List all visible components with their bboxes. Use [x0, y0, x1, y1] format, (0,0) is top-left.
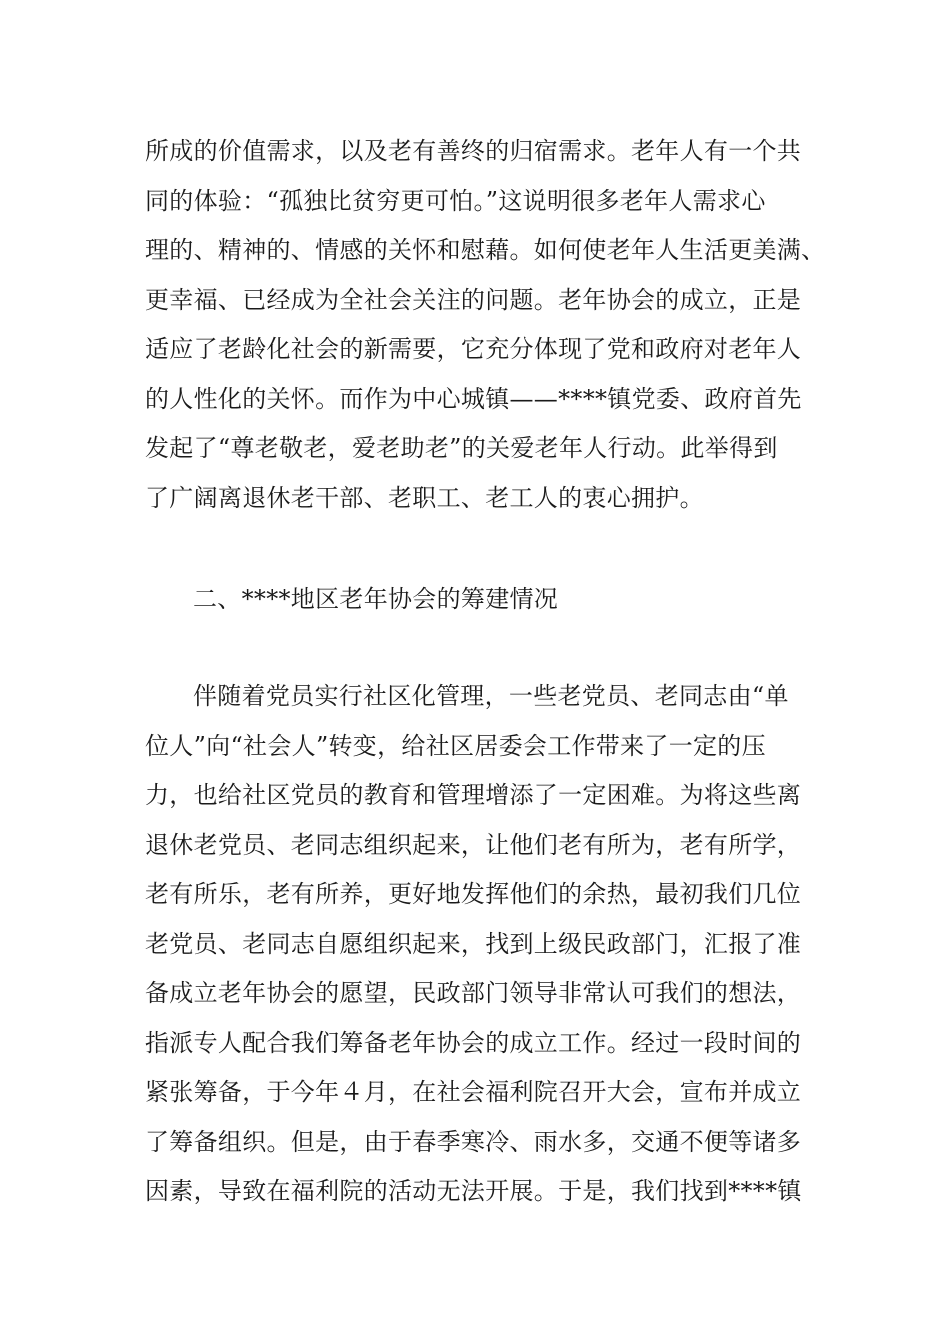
paragraph-line: 发起了“尊老敬老，爱老助老”的关爱老年人行动。此举得到 [145, 434, 778, 462]
paragraph-line: 的人性化的关怀。而作为中心城镇——****镇党委、政府首先 [145, 384, 802, 413]
section-heading-text: 二、****地区老年协会的筹建情况 [193, 585, 559, 613]
paragraph-line: 力，也给社区党员的教育和管理增添了一定困难。为将这些离 [145, 781, 802, 809]
paragraph-line: 伴随着党员实行社区化管理，一些老党员、老同志由“单 [193, 682, 789, 710]
paragraph-line: 位人”向“社会人”转变，给社区居委会工作带来了一定的压 [145, 731, 766, 760]
paragraph-line: 因素，导致在福利院的活动无法开展。于是，我们找到****镇 [145, 1177, 802, 1205]
paragraph-line: 更幸福、已经成为全社会关注的问题。老年协会的成立，正是 [145, 285, 802, 314]
paragraph-line: 老党员、老同志自愿组织起来，找到上级民政部门，汇报了准 [145, 929, 802, 958]
paragraph-line: 备成立老年协会的愿望，民政部门领导非常认可我们的想法， [145, 979, 802, 1007]
paragraph-line: 理的、精神的、情感的关怀和慰藉。如何使老年人生活更美满、 [145, 236, 826, 264]
paragraph-line: 紧张筹备，于今年４月，在社会福利院召开大会，宣布并成立 [145, 1078, 802, 1106]
paragraph-line: 所成的价值需求，以及老有善终的归宿需求。老年人有一个共 [145, 137, 802, 165]
paragraph-line: 指派专人配合我们筹备老年协会的成立工作。经过一段时间的 [145, 1028, 802, 1057]
paragraph-line: 了筹备组织。但是，由于春季寒冷、雨水多，交通不便等诸多 [145, 1127, 802, 1156]
paragraph-2 [145, 672, 825, 1217]
paragraph-1 [145, 127, 825, 523]
paragraph-line: 同的体验：“孤独比贫穷更可怕。”这说明很多老年人需求心 [145, 186, 766, 215]
paragraph-line: 了广阔离退休老干部、老职工、老工人的衷心拥护。 [145, 483, 704, 512]
paragraph-line: 老有所乐，老有所养，更好地发挥他们的余热，最初我们几位 [145, 880, 802, 908]
section-heading [145, 575, 825, 625]
paragraph-line: 适应了老龄化社会的新需要，它充分体现了党和政府对老年人 [145, 335, 802, 363]
paragraph-line: 退休老党员、老同志组织起来，让他们老有所为，老有所学， [145, 830, 802, 859]
